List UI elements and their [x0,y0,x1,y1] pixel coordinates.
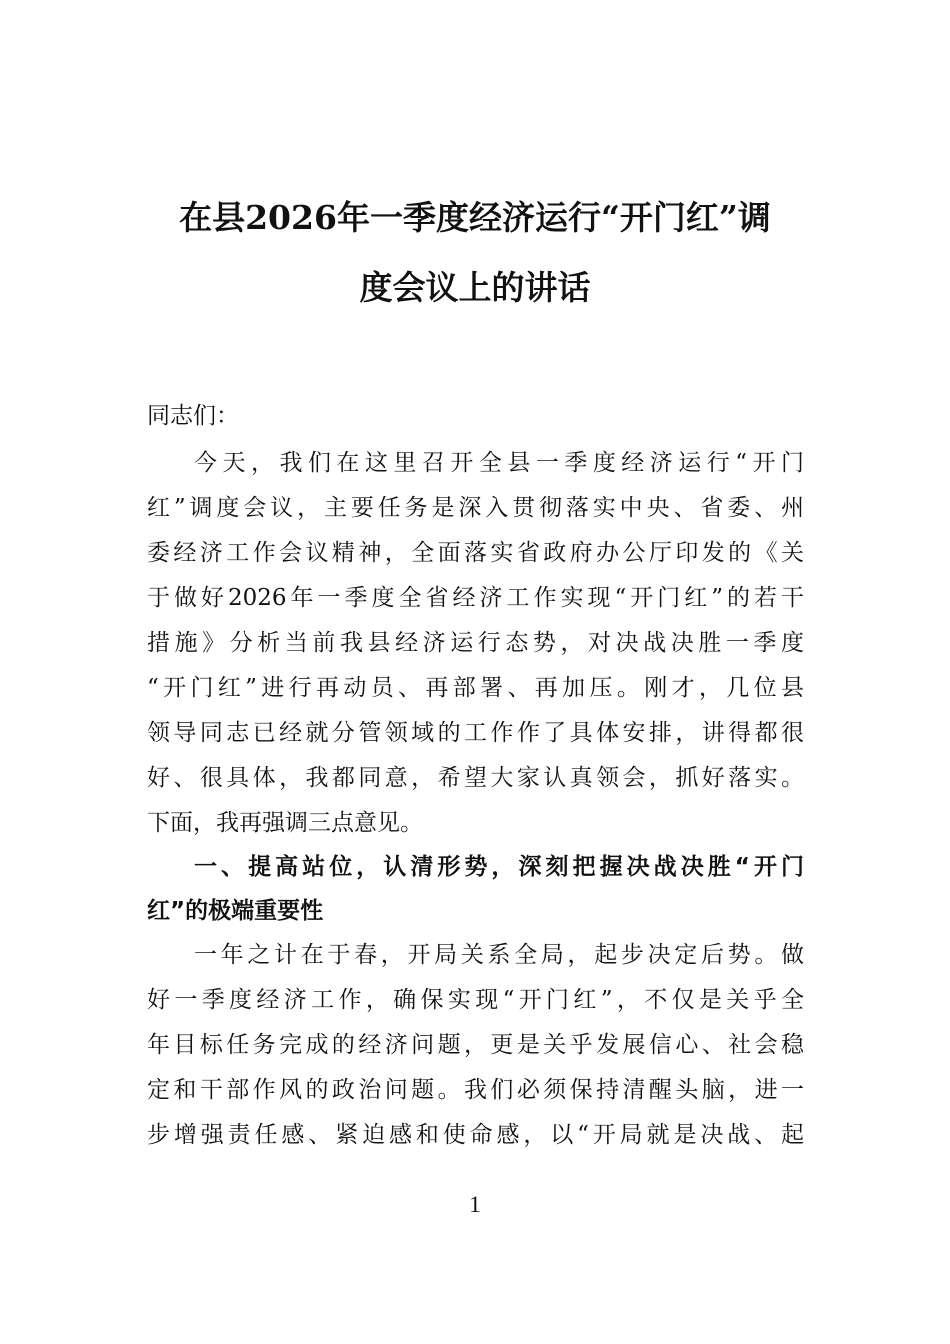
paragraph-line: 一年之计在于春，开局关系全局，起步决定后势。做 [194,942,804,968]
salutation: 同志们： [147,403,239,429]
paragraph-line: 今天，我们在这里召开全县一季度经济运行“开门 [194,450,804,476]
paragraph-line: 下面，我再强调三点意见。 [147,810,423,836]
paragraph-line: 委经济工作会议精神，全面落实省政府办公厅印发的《关 [147,540,804,566]
paragraph-line: 领导同志已经就分管领域的工作作了具体安排，讲得都很 [147,720,804,746]
paragraph-line: 定和干部作风的政治问题。我们必须保持清醒头脑，进一 [147,1077,804,1103]
document-title-line-1: 在县2026年一季度经济运行“开门红”调 [179,198,771,237]
document-title-line-2: 度会议上的讲话 [359,268,591,307]
paragraph-line: 年目标任务完成的经济问题，更是关乎发展信心、社会稳 [147,1032,804,1058]
paragraph-line: 于做好2026年一季度全省经济工作实现“开门红”的若干 [147,585,804,611]
paragraph-line: 措施》分析当前我县经济运行态势，对决战决胜一季度 [147,630,804,656]
heading-line: 红”的极端重要性 [147,898,324,924]
paragraph-line: 步增强责任感、紧迫感和使命感，以“开局就是决战、起 [147,1122,804,1148]
paragraph-line: “开门红”进行再动员、再部署、再加压。刚才，几位县 [147,675,804,701]
heading-line: 一、提高站位，认清形势，深刻把握决战决胜“开门 [194,854,804,880]
paragraph-line: 好一季度经济工作，确保实现“开门红”，不仅是关乎全 [147,987,804,1013]
page-number: 1 [469,1192,481,1217]
paragraph-line: 好、很具体，我都同意，希望大家认真领会，抓好落实。 [147,765,804,791]
paragraph-line: 红”调度会议，主要任务是深入贯彻落实中央、省委、州 [147,495,804,521]
